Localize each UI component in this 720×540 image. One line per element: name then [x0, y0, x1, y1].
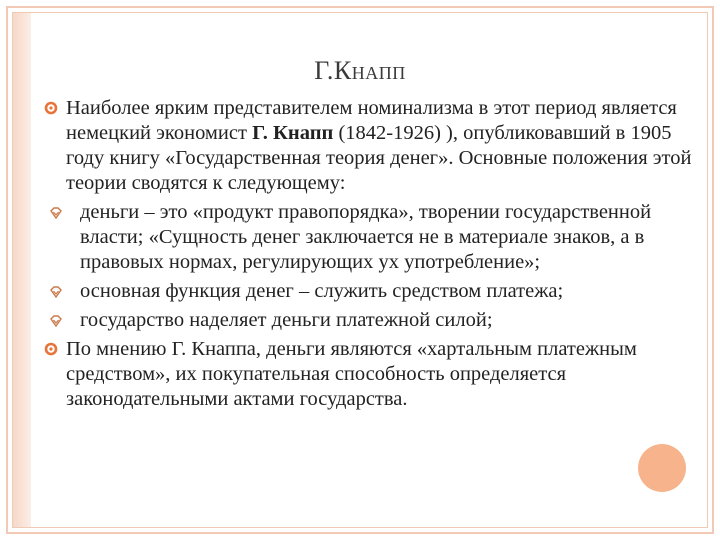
list-item-main-2: [44, 337, 694, 412]
list-item-sub-3: [44, 308, 694, 333]
sun-bullet-icon: [44, 101, 58, 115]
decorative-circle: [638, 444, 686, 492]
slide-title: Г.Кнапп: [314, 56, 406, 85]
side-decoration-band: [13, 13, 31, 527]
slide-content: [44, 96, 694, 416]
item-text: основная функция денег – служить средством платежа;: [80, 280, 564, 302]
item-text-after: (1842-1926) ), опубликовавший в 1905 году книгу «Государственная теория денег». Основные положения этой теории сводятся к следующему:: [66, 122, 692, 194]
diamond-check-bullet-icon: [50, 207, 62, 219]
item-text: государство наделяет деньги платежной силой;: [80, 309, 493, 331]
item-text-before: Наиболее ярким представителем номинализма в этот период является немецкий экономист: [66, 97, 677, 144]
item-text: По мнению Г. Кнаппа, деньги являются «хартальным платежным средством», их покупательная способность определяется законодательными актами государства.: [66, 338, 637, 410]
diamond-check-bullet-icon: [50, 315, 62, 327]
item-text: деньги – это «продукт правопорядка», творении государственной власти; «Сущность денег заключается не в материале знаков, а в правовых нормах, регулирующих ух употребление»;: [80, 201, 652, 273]
diamond-check-bullet-icon: [50, 286, 62, 298]
list-item-sub-2: [44, 279, 694, 304]
list-item-sub-1: [44, 200, 694, 275]
sun-bullet-icon: [44, 342, 58, 356]
list-item-main-1: [44, 96, 694, 196]
item-text-bold: Г. Кнапп: [252, 122, 334, 144]
